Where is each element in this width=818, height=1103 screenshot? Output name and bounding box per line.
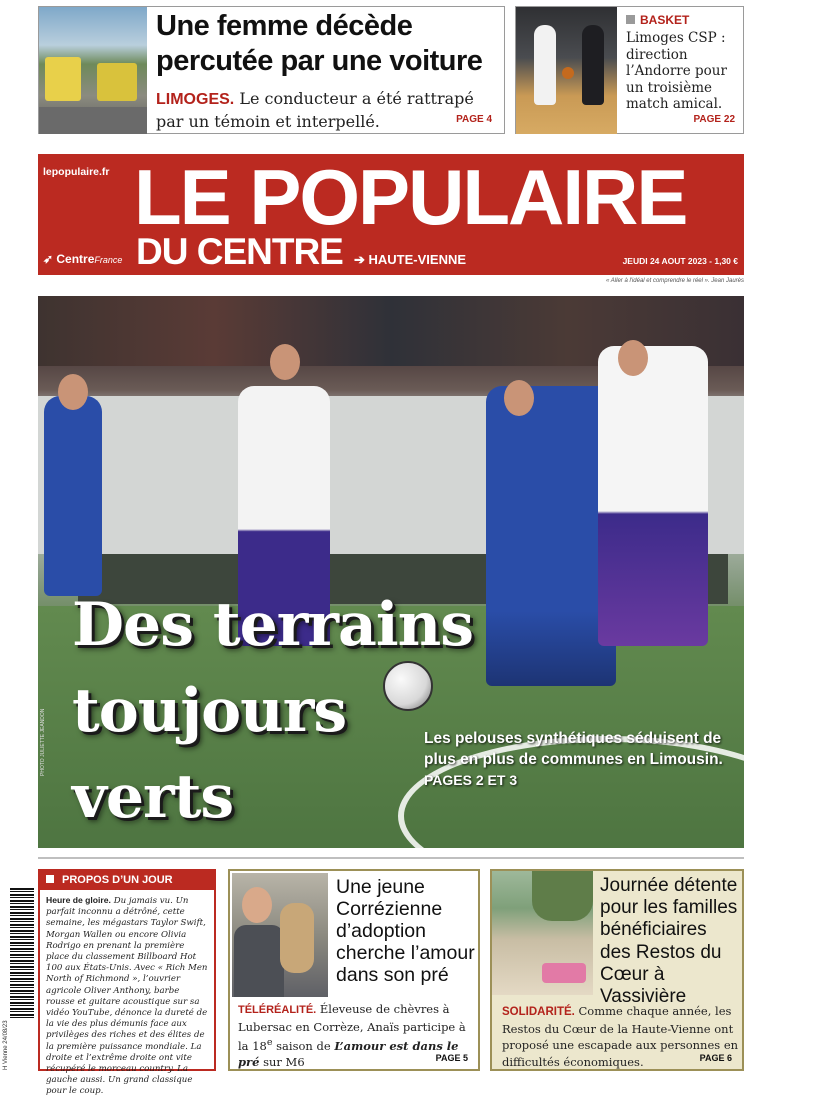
basket-photo	[516, 7, 617, 134]
date-price: JEUDI 24 AOUT 2023 - 1,30 €	[622, 256, 738, 266]
basketball-icon	[562, 67, 574, 79]
accident-page-ref[interactable]: PAGE 4	[456, 114, 492, 125]
player-head	[504, 380, 534, 416]
group-logo-icon: ➶	[43, 252, 57, 266]
barcode-text: H Vienne 24/08/23	[3, 1020, 9, 1070]
accident-text: Le conducteur a été rattrapé par un témoin et interpellé.	[156, 89, 474, 131]
vehicle-shape	[97, 63, 137, 101]
player-head	[270, 344, 300, 380]
resto-photo	[492, 871, 593, 995]
accident-kicker: LIMOGES.	[156, 91, 235, 108]
newspaper-title: LE POPULAIRE	[134, 153, 687, 241]
resto-body: SOLIDARITÉ. Comme chaque année, les Restos du Cœur de la Haute-Vienne ont proposé une escapade aux personnes en difficultés économiques.	[502, 1004, 739, 1069]
basket-body: Limoges CSP : direction l’Andorre pour un troisième match amical.	[626, 30, 727, 112]
teaser-restos[interactable]	[490, 869, 744, 1071]
player-head	[58, 374, 88, 410]
propos-header: PROPOS D’UN JOUR	[40, 871, 214, 890]
site-url[interactable]: lepopulaire.fr	[43, 166, 110, 178]
masthead	[38, 154, 744, 275]
tele-headline: Une jeune Corrézienne d’adoption cherche l’amour dans son pré	[336, 876, 475, 986]
accident-headline: Une femme décède percutée par une voiture	[156, 10, 483, 77]
teaser-telerealite[interactable]	[228, 869, 480, 1071]
player-figure	[44, 396, 102, 596]
tele-page-ref[interactable]: PAGE 5	[435, 1053, 468, 1063]
fire-truck-shape	[45, 57, 81, 101]
woman-head-shape	[242, 887, 272, 923]
lead-headline: Des terrains toujours verts	[72, 590, 474, 832]
resto-page-ref[interactable]: PAGE 6	[699, 1053, 732, 1063]
propos-box[interactable]	[38, 869, 216, 1097]
propos-text: Heure de gloire. Du jamais vu. Un parfait inconnu a détrôné, cette semaine, les mégastars Taylor Swift, Morgan Wallen ou encore Olivia Rodrigo en prenant la première place du classement Billboard Hot 100 aux États-Unis. Avec « Rich Men North of Richmond », l’ouvrier agricole Oliver Anthony, barbe rousse et guitare acoustique sur sa vidéo YouTube, dénonce la dureté de la vie des plus démunis face aux privilèges des riches et des élites de la première puissance mondiale. La droite et l’extrême droite ont vite récupéré le morceau country. La gauche aussi. Un grand classique pour le coup.	[46, 895, 208, 1097]
tele-body: TÉLÉRÉALITÉ. Éleveuse de chèvres à Lubersac en Corrèze, Anaïs participe à la 18e saison de L’amour est dans le pré sur M6	[238, 1002, 466, 1070]
teaser-accident[interactable]	[38, 6, 505, 134]
barcode	[10, 888, 34, 1018]
divider	[38, 857, 744, 859]
lead-page-ref[interactable]: PAGES 2 ET 3	[424, 772, 518, 788]
tree-shape	[532, 871, 593, 921]
goat-shape	[280, 903, 314, 973]
accident-body	[156, 88, 501, 133]
player-head	[618, 340, 648, 376]
basket-kicker: BASKET	[626, 13, 689, 27]
resto-headline: Journée détente pour les familles bénéficiaires des Restos du Cœur à Vassivière	[600, 875, 738, 1008]
accident-photo	[39, 7, 147, 134]
lead-deck: Les pelouses synthétiques séduisent de plus en plus de communes en Limousin. PAGES 2 ET 3	[424, 728, 724, 791]
player-figure	[598, 346, 708, 646]
teaser-basket[interactable]	[515, 6, 744, 134]
blanket-shape	[542, 963, 586, 983]
group-logo: ➶ CentreFrance	[43, 252, 123, 266]
photo-credit: PHOTO JULIETTE JEANDON	[40, 708, 46, 776]
edition-label: ➔ HAUTE-VIENNE	[354, 252, 467, 267]
tele-photo	[232, 873, 328, 997]
square-bullet-icon	[46, 875, 54, 883]
basket-page-ref[interactable]: PAGE 22	[693, 114, 735, 125]
square-bullet-icon	[626, 15, 635, 24]
masthead-quote: « Aller à l'idéal et comprendre le réel ». Jean Jaurès	[606, 278, 744, 284]
newspaper-subtitle: DU CENTRE	[136, 231, 343, 272]
lead-story[interactable]	[38, 296, 744, 848]
